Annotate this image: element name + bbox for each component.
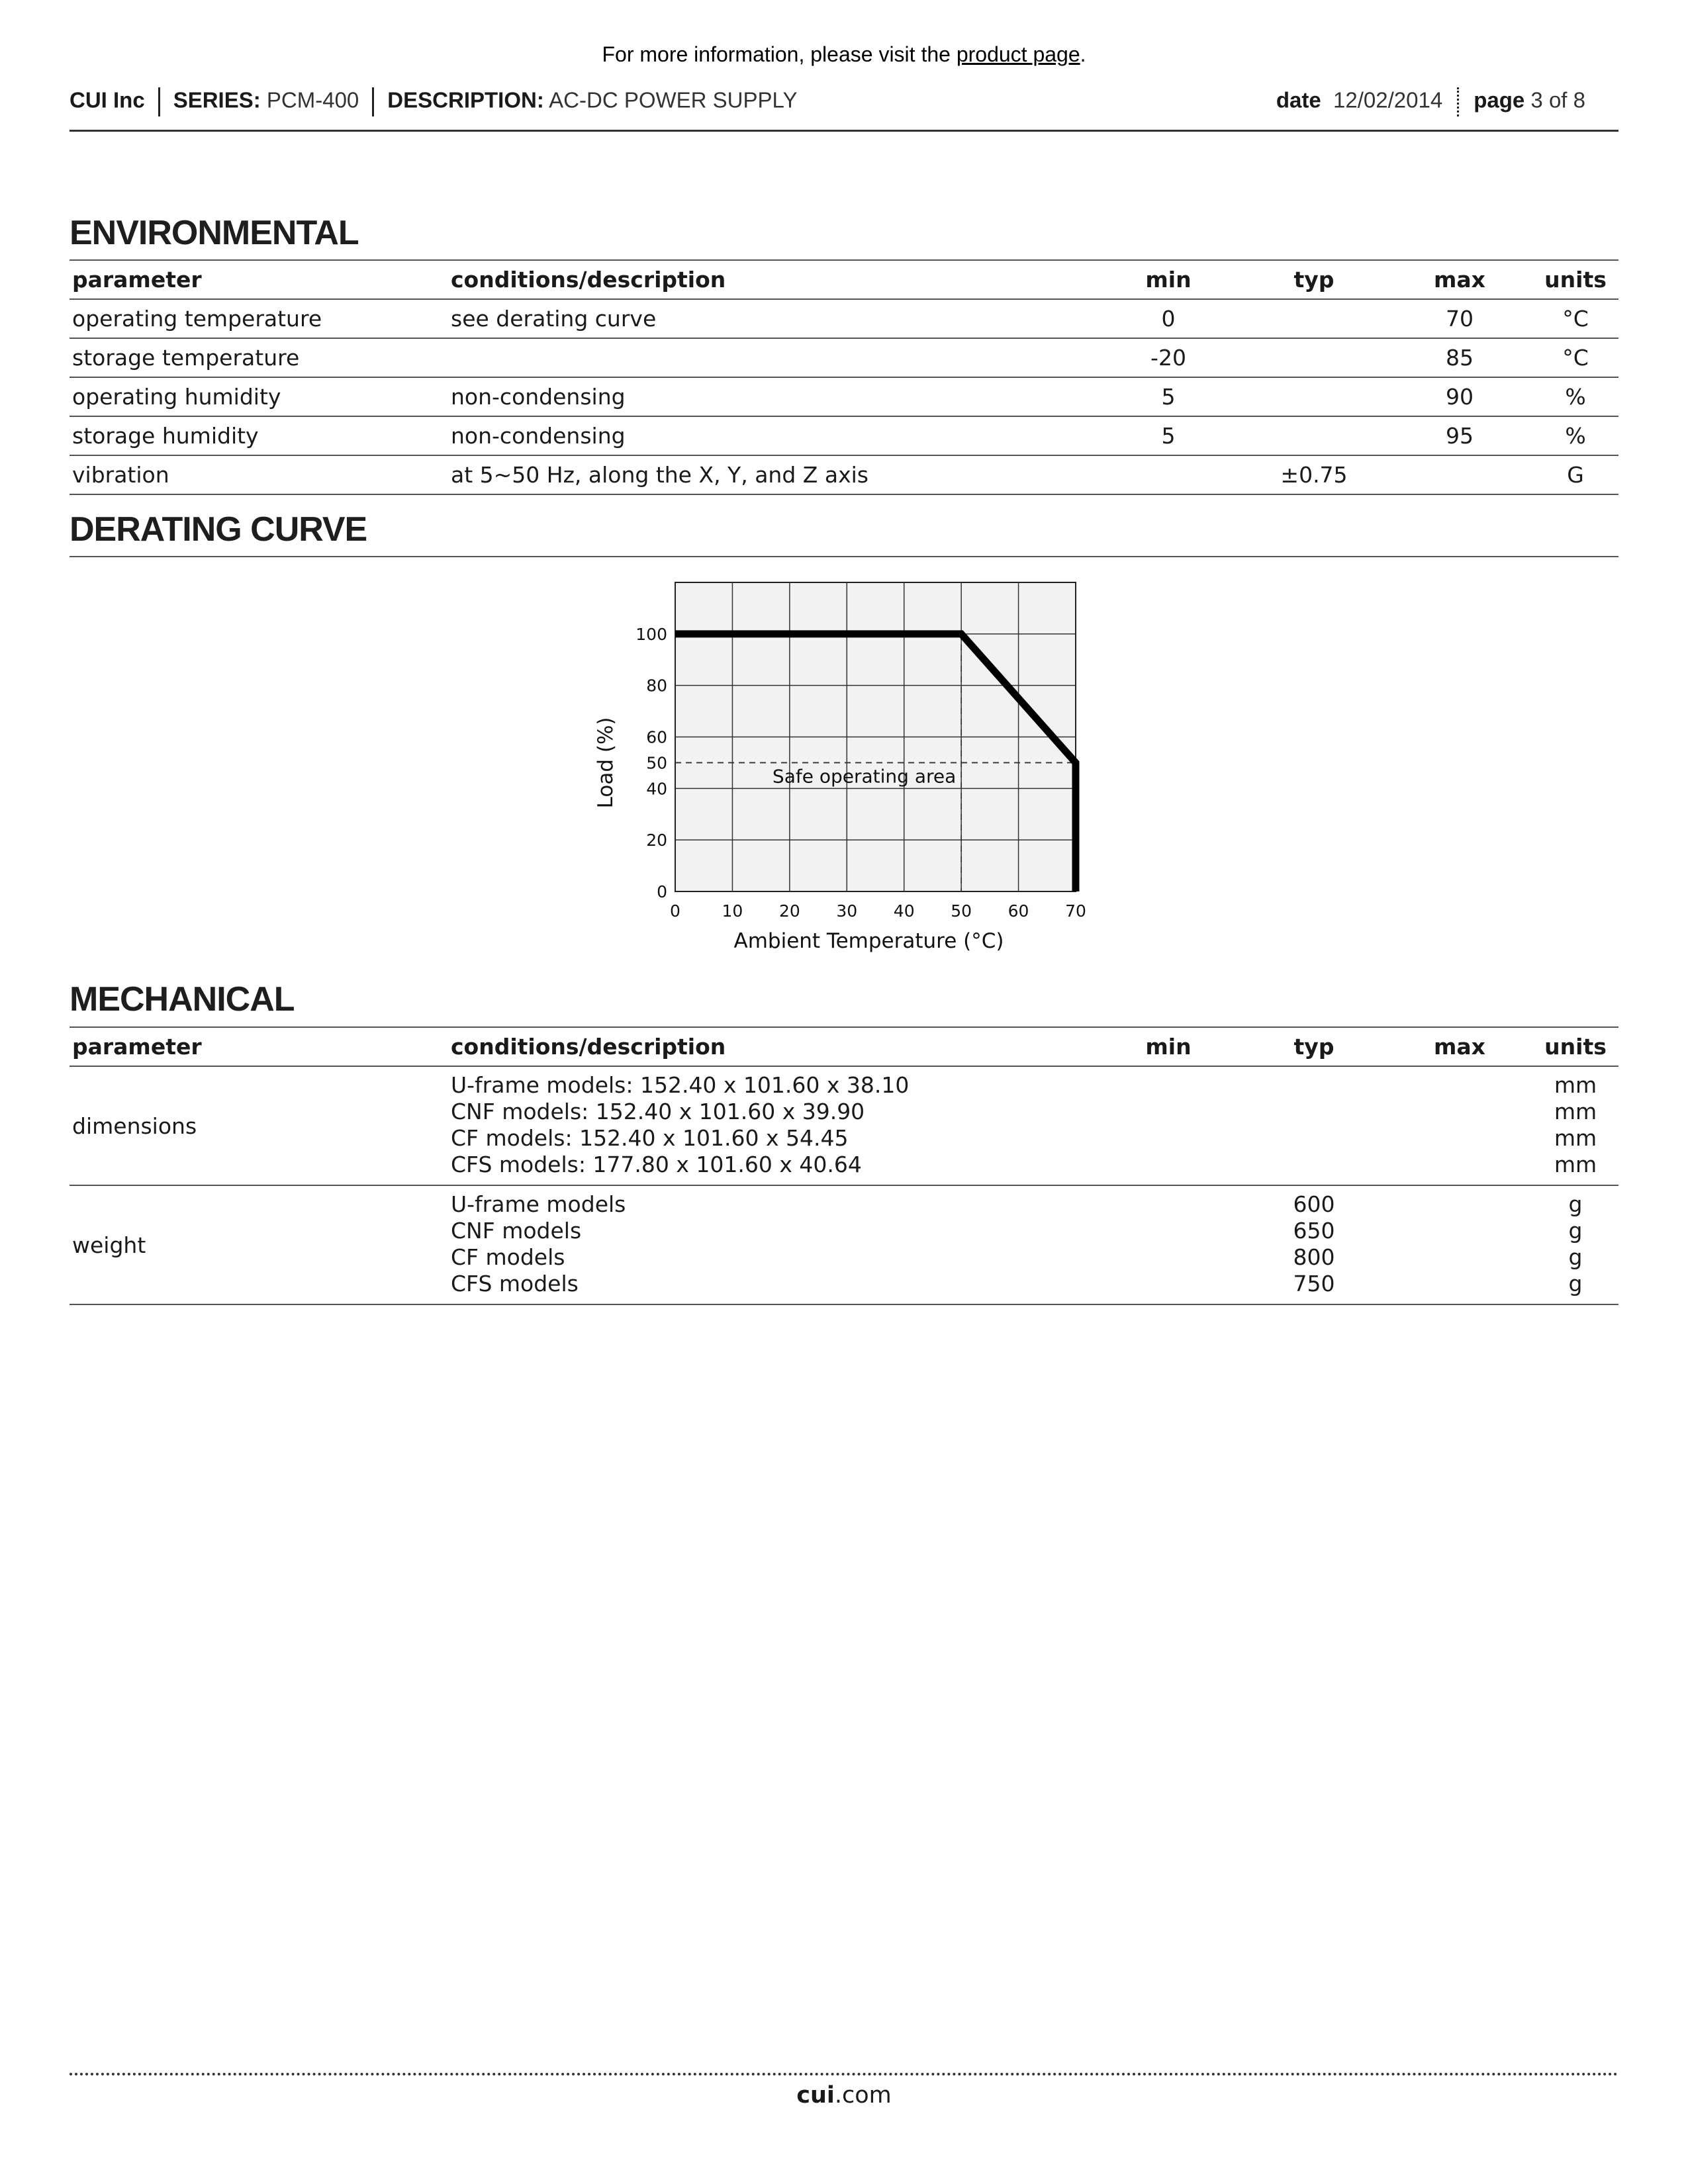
col-parameter: parameter	[70, 1027, 448, 1066]
condition-line: U-frame models	[451, 1191, 626, 1217]
cell-conditions	[448, 1185, 1096, 1304]
typ-line: 600	[1293, 1191, 1335, 1217]
table-row	[70, 1066, 1618, 1185]
table-row	[70, 299, 1618, 338]
table-row	[70, 338, 1618, 377]
x-tick-label: 30	[836, 901, 858, 921]
cell-units: °C	[1532, 338, 1618, 377]
unit-line: mm	[1554, 1072, 1597, 1098]
unit-line: mm	[1554, 1152, 1597, 1177]
unit-line: g	[1568, 1271, 1583, 1297]
derating-rule	[70, 556, 1618, 557]
cell-max: 85	[1387, 338, 1532, 377]
mechanical-title: MECHANICAL	[70, 980, 295, 1019]
condition-line: CF models	[451, 1244, 565, 1270]
unit-line: g	[1568, 1191, 1583, 1217]
footer-url[interactable]	[0, 2082, 1688, 2109]
cell-conditions: non-condensing	[448, 416, 1096, 455]
environmental-table	[70, 260, 1618, 495]
cell-parameter: operating temperature	[70, 299, 448, 338]
description-label: DESCRIPTION:	[387, 87, 544, 113]
cell-typ	[1241, 416, 1387, 455]
y-tick-label: 50	[646, 753, 667, 773]
typ-line: 650	[1293, 1218, 1335, 1244]
x-tick-label: 40	[893, 901, 915, 921]
header-divider	[158, 87, 160, 116]
cell-typ: ±0.75	[1241, 455, 1387, 494]
page-value: 3 of 8	[1530, 87, 1585, 113]
y-tick-label: 40	[646, 779, 667, 799]
condition-line: CNF models: 152.40 x 101.60 x 39.90	[451, 1099, 865, 1124]
top-note	[0, 42, 1688, 67]
condition-line: CNF models	[451, 1218, 582, 1244]
date-label: date	[1276, 87, 1321, 113]
x-tick-label: 60	[1008, 901, 1029, 921]
table-row	[70, 1185, 1618, 1304]
page-header	[70, 87, 1618, 132]
cell-min: 5	[1096, 416, 1241, 455]
table-row	[70, 377, 1618, 416]
table-row	[70, 455, 1618, 494]
cell-min: 5	[1096, 377, 1241, 416]
col-max: max	[1387, 1027, 1532, 1066]
cell-typ	[1241, 1185, 1387, 1304]
col-conditions: conditions/description	[448, 260, 1096, 299]
header-dotted-divider	[1457, 87, 1459, 116]
x-tick-label: 50	[951, 901, 972, 921]
cell-units: G	[1532, 455, 1618, 494]
safe-operating-area-label: Safe operating area	[772, 765, 957, 788]
cell-parameter: operating humidity	[70, 377, 448, 416]
x-axis-label: Ambient Temperature (°C)	[733, 929, 1004, 953]
col-conditions: conditions/description	[448, 1027, 1096, 1066]
cell-units	[1532, 1066, 1618, 1185]
cell-max	[1387, 1185, 1532, 1304]
table-header-row	[70, 260, 1618, 299]
condition-line: U-frame models: 152.40 x 101.60 x 38.10	[451, 1072, 910, 1098]
typ-line: 750	[1293, 1271, 1335, 1297]
col-typ: typ	[1241, 260, 1387, 299]
page-label: page	[1474, 87, 1525, 113]
cell-conditions	[448, 338, 1096, 377]
cell-typ	[1241, 377, 1387, 416]
x-tick-label: 70	[1065, 901, 1086, 921]
cell-parameter: weight	[70, 1185, 448, 1304]
cell-parameter: dimensions	[70, 1066, 448, 1185]
y-axis-label: Load (%)	[594, 717, 618, 809]
unit-line: g	[1568, 1244, 1583, 1270]
cell-conditions: non-condensing	[448, 377, 1096, 416]
product-page-link[interactable]: product page	[956, 42, 1080, 66]
cell-typ	[1241, 338, 1387, 377]
top-note-suffix: .	[1080, 42, 1086, 66]
cell-min: 0	[1096, 299, 1241, 338]
table-header-row	[70, 1027, 1618, 1066]
cell-max	[1387, 1066, 1532, 1185]
cell-max	[1387, 455, 1532, 494]
cell-conditions: see derating curve	[448, 299, 1096, 338]
y-tick-label: 100	[635, 624, 667, 644]
col-parameter: parameter	[70, 260, 448, 299]
top-note-prefix: For more information, please visit the	[602, 42, 957, 66]
cell-min	[1096, 455, 1241, 494]
unit-line: g	[1568, 1218, 1583, 1244]
x-tick-label: 0	[670, 901, 680, 921]
environmental-title: ENVIRONMENTAL	[70, 214, 359, 252]
footer-domain-bold: cui	[796, 2082, 835, 2109]
cell-parameter: storage temperature	[70, 338, 448, 377]
col-max: max	[1387, 260, 1532, 299]
unit-line: mm	[1554, 1125, 1597, 1151]
cell-min: -20	[1096, 338, 1241, 377]
series-label: SERIES:	[173, 87, 261, 113]
header-divider	[372, 87, 374, 116]
cell-units: %	[1532, 416, 1618, 455]
cell-units	[1532, 1185, 1618, 1304]
col-min: min	[1096, 260, 1241, 299]
y-tick-label: 80	[646, 676, 667, 696]
footer-rule	[70, 2073, 1618, 2075]
cell-max: 70	[1387, 299, 1532, 338]
x-tick-label: 10	[722, 901, 743, 921]
cell-conditions: at 5~50 Hz, along the X, Y, and Z axis	[448, 455, 1096, 494]
y-tick-label: 20	[646, 831, 667, 850]
mechanical-table	[70, 1027, 1618, 1305]
derating-title: DERATING CURVE	[70, 510, 367, 549]
x-tick-label: 20	[778, 901, 800, 921]
condition-line: CF models: 152.40 x 101.60 x 54.45	[451, 1125, 849, 1151]
table-row	[70, 416, 1618, 455]
cell-conditions	[448, 1066, 1096, 1185]
typ-line: 800	[1293, 1244, 1335, 1270]
y-tick-label: 60	[646, 727, 667, 747]
cell-min	[1096, 1066, 1241, 1185]
y-tick-label: 0	[657, 882, 667, 901]
company-name: CUI Inc	[70, 87, 145, 113]
cell-min	[1096, 1185, 1241, 1304]
col-typ: typ	[1241, 1027, 1387, 1066]
cell-max: 90	[1387, 377, 1532, 416]
col-units: units	[1532, 260, 1618, 299]
col-min: min	[1096, 1027, 1241, 1066]
cell-typ	[1241, 1066, 1387, 1185]
cell-typ	[1241, 299, 1387, 338]
cell-max: 95	[1387, 416, 1532, 455]
condition-line: CFS models	[451, 1271, 579, 1297]
footer-domain-rest: .com	[834, 2082, 892, 2109]
derating-chart	[583, 569, 1112, 953]
col-units: units	[1532, 1027, 1618, 1066]
cell-parameter: vibration	[70, 455, 448, 494]
cell-units: %	[1532, 377, 1618, 416]
cell-parameter: storage humidity	[70, 416, 448, 455]
condition-line: CFS models: 177.80 x 101.60 x 40.64	[451, 1152, 862, 1177]
date-value: 12/02/2014	[1333, 87, 1443, 113]
cell-units: °C	[1532, 299, 1618, 338]
description-value: AC-DC POWER SUPPLY	[549, 87, 798, 113]
series-value: PCM-400	[266, 87, 359, 113]
unit-line: mm	[1554, 1099, 1597, 1124]
